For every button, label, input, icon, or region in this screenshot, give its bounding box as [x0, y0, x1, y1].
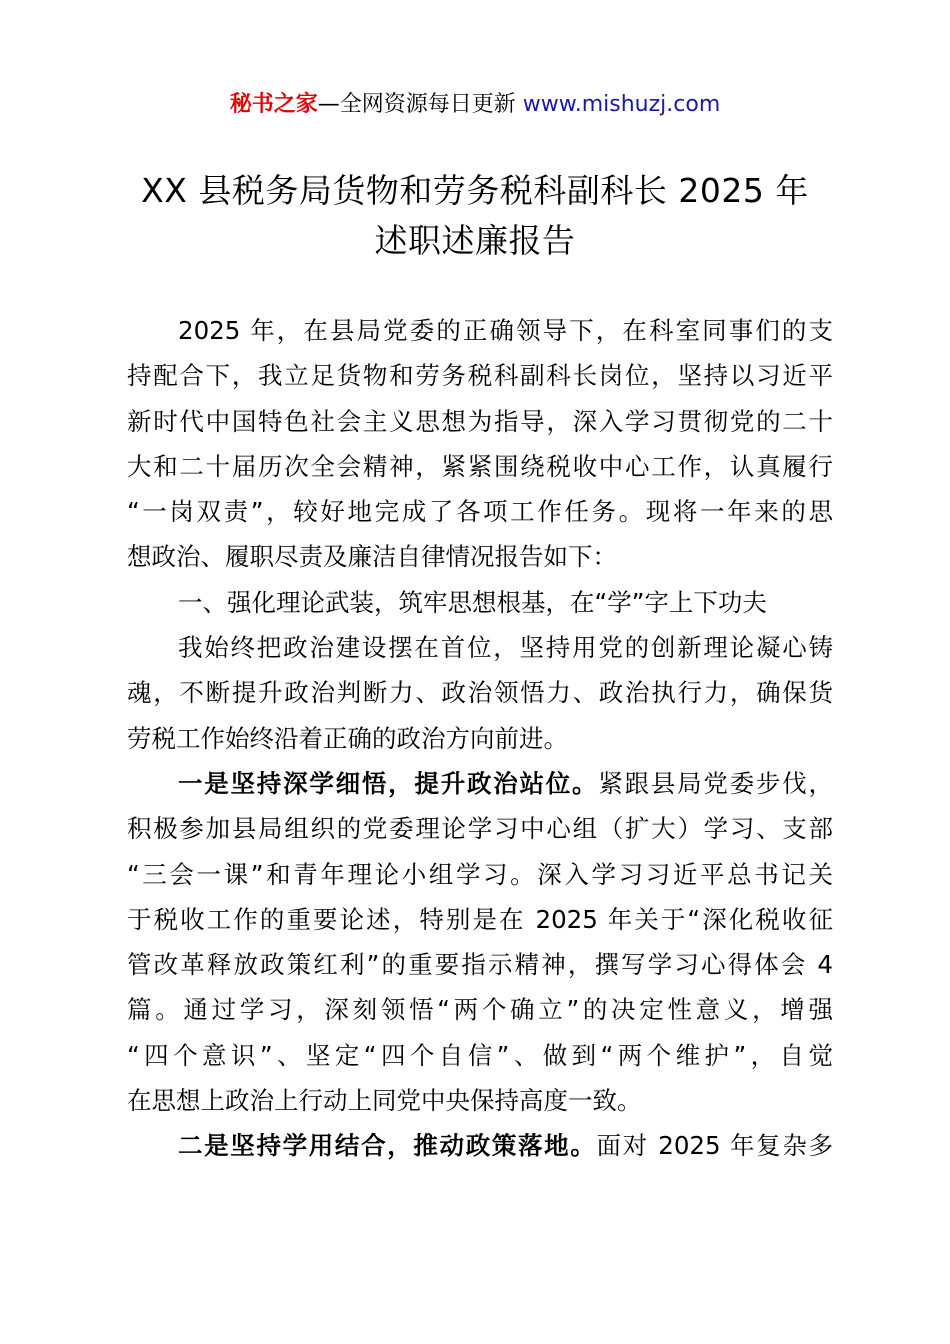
paragraph-line: “四个意识”、坚定“四个自信”、做到“两个维护”，自觉 — [127, 1040, 833, 1070]
title-line-2: 述职述廉报告 — [374, 221, 576, 260]
brand-name: 秘书之家 — [229, 92, 318, 117]
paragraph-text: 紧跟县局党委步伐， — [598, 768, 834, 798]
site-header — [0, 88, 950, 122]
paragraph-line: “三会一课”和青年理论小组学习。深入学习习近平总书记关 — [127, 859, 833, 889]
paragraph-line: 劳税工作始终沿着正确的政治方向前进。 — [127, 723, 568, 753]
paragraph-line: “一岗双责”，较好地完成了各项工作任务。现将一年来的思 — [127, 497, 833, 527]
paragraph-line — [127, 1123, 833, 1168]
paragraph-line: 大和二十届历次全会精神，紧紧围绕税收中心工作，认真履行 — [127, 451, 833, 481]
paragraph-text: 面对 2025 年复杂多 — [596, 1131, 833, 1161]
title-line-1: XX 县税务局货物和劳务税科副科长 2025 年 — [141, 171, 809, 210]
subheading-bold: 二是坚持学用结合，推动政策落地。 — [178, 1131, 597, 1161]
subheading-bold: 一是坚持深学细悟，提升政治站位。 — [178, 768, 599, 798]
paragraph-line: 于税收工作的重要论述，特别是在 2025 年关于“深化税收征 — [127, 904, 833, 934]
document-body — [127, 308, 833, 1169]
paragraph-line: 2025 年，在县局党委的正确领导下，在科室同事们的支 — [178, 316, 833, 345]
paragraph-line: 持配合下，我立足货物和劳务税科副科长岗位，坚持以习近平 — [127, 361, 833, 391]
header-tagline: —全网资源每日更新 — [317, 92, 523, 117]
paragraph-line: 在思想上政治上行动上同党中央保持高度一致。 — [127, 1086, 642, 1116]
paragraph-line: 篇。通过学习，深刻领悟“两个确立”的决定性意义，增强 — [127, 995, 833, 1025]
document-title — [100, 166, 850, 266]
paragraph-line: 魂，不断提升政治判断力、政治领悟力、政治执行力，确保货 — [127, 678, 833, 708]
site-url-link[interactable]: www.mishuzj.com — [522, 92, 721, 117]
paragraph-line — [127, 761, 833, 806]
paragraph-line: 想政治、履职尽责及廉洁自律情况报告如下： — [127, 542, 617, 572]
paragraph-line: 管改革释放政策红利”的重要指示精神，撰写学习心得体会 4 — [127, 950, 833, 980]
paragraph-line: 积极参加县局组织的党委理论学习中心组（扩大）学习、支部 — [127, 814, 833, 844]
paragraph-line: 我始终把政治建设摆在首位，坚持用党的创新理论凝心铸 — [178, 633, 833, 663]
paragraph-line: 新时代中国特色社会主义思想为指导，深入学习贯彻党的二十 — [127, 406, 833, 436]
section-heading: 一、强化理论武装，筑牢思想根基，在“学”字上下功夫 — [178, 587, 767, 617]
